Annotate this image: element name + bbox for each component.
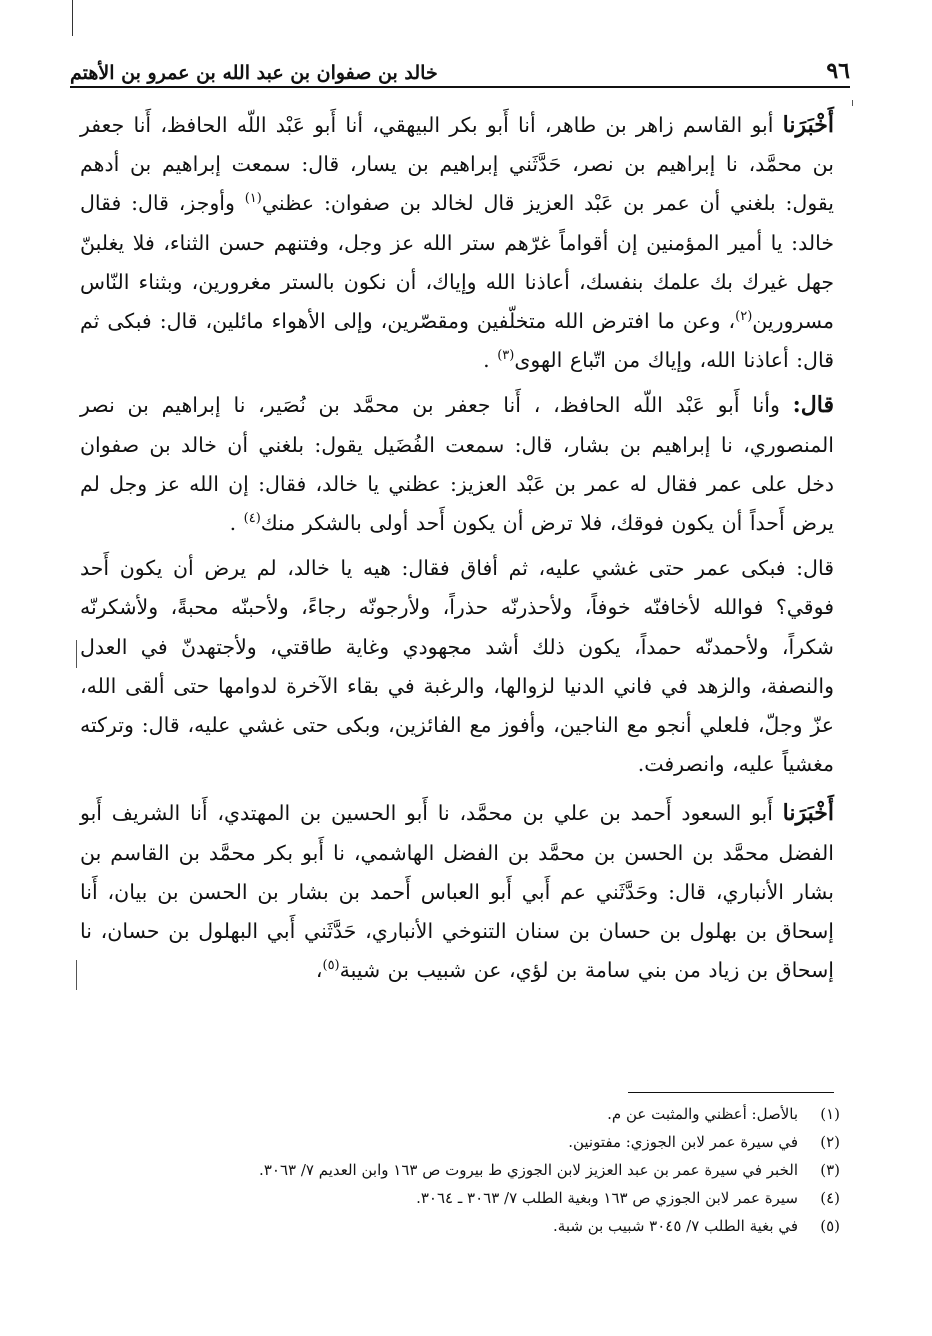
footnote-number: (٢)	[820, 1133, 840, 1151]
scan-margin-line	[72, 0, 73, 36]
footnote-number: (٣)	[820, 1161, 840, 1179]
page-header	[70, 48, 850, 84]
header-rule	[70, 86, 850, 88]
footnotes	[120, 1100, 840, 1240]
footnote	[120, 1212, 840, 1240]
main-text	[80, 106, 834, 990]
footnote-rule	[628, 1092, 834, 1093]
paragraph-text: أَبو السعود أَحمد بن علي بن محمَّد، نا أَبو الحسين بن المهتدي، أَنا الشريف أَبو الفضل محمَّد بن الحسن بن محمَّد بن الفضل الهاشمي، نا أَبو بكر محمَّد بن القاسم بن بشار الأنباري، قال: وحَدَّثَني عم أَبي أَبو العباس أَحمد بن بشار بن الحسن بن بيان، أَنا إسحاق بن بهلول بن حسان بن سنان التنوخي الأنباري، حَدَّثَني أَبي البهلول بن حسان، نا إسحاق بن زياد من بني سامة بن لؤي، عن شبيب بن شيبة	[80, 801, 834, 983]
paragraph-text: وأنا أَبو عَبْد اللّه الحافظ، ، أَنا جعفر بن محمَّد بن نُصَير، نا إبراهيم بن نصر المنصوري، نا إبراهيم بن بشار، قال: سمعت الفُضَيل يقول: بلغني أن خالد بن صفوان دخل على عمر فقال له عمر بن عَبْد العزيز: عظني يا خالد، فقال: إن الله عز وجل لم يرض أَحداً أن يكون فوقك، فلا ترض أن يكون أَحد أولى بالشكر منك	[80, 393, 834, 536]
footnote-number: (١)	[820, 1105, 840, 1123]
footnote	[120, 1184, 840, 1212]
paragraph-text: ، وعن ما افترض الله متخلّفين ومقصّرين، وإلى الأهواء مائلين، قال: فبكى ثم قال: أعاذنا الله، وإياك من اتّباع الهوى	[80, 309, 834, 373]
paragraph-3	[80, 549, 834, 784]
footnote-number: (٤)	[820, 1189, 840, 1207]
footnote-text: بالأصل: أعظني والمثبت عن م.	[607, 1105, 798, 1123]
paragraph-text: قال: فبكى عمر حتى غشي عليه، ثم أفاق فقال: هيه يا خالد، لم يرض أن يكون أَحد فوقي؟ فوالله لأخافنّه خوفاً، ولأحذرنّه حذراً، ولأرجونّه رجاءً، ولأحبنّه محبةً، ولأشكرنّه شكراً، ولأحمدنّه حمداً، يكون ذلك أشد مجهودي وغاية طاقتي، ولأجتهدنّ في العدل والنصفة، والزهد في فاني الدنيا لزوالها، والرغبة في بقاء الآخرة لدوامها حتى ألقى الله، عزّ وجلّ، فلعلي أنجو مع الناجين، وأفوز مع الفائزين، وبكى حتى غشي عليه، قال: وتركته مغشياً عليه، وانصرفت.	[80, 556, 834, 777]
footnote-ref: (٣)	[497, 348, 515, 364]
footnote	[120, 1156, 840, 1184]
paragraph-text: أبو القاسم زاهر بن طاهر، أنا أَبو بكر البيهقي، أنا أَبو عَبْد اللّه الحافظ، أَنا جعفر بن محمَّد، نا إبراهيم بن نصر، حَدَّثَني إبراهيم بن يسار، قال: سمعت إبراهيم بن أدهم يقول: بلغني أن عمر بن عَبْد العزيز قال لخالد بن صفوان: عظني	[80, 113, 834, 216]
running-title: خالد بن صفوان بن عبد الله بن عمرو بن الأهتم	[70, 62, 438, 84]
paragraph-lead: أَخْبَرَنا	[782, 800, 834, 827]
footnote-text: سيرة عمر لابن الجوزي ص ١٦٣ وبغية الطلب ٧/ ٣٠٦٣ ـ ٣٠٦٤.	[416, 1189, 798, 1207]
footnote-text: الخبر في سيرة عمر بن عبد العزيز لابن الجوزي ط بيروت ص ١٦٣ وابن العديم ٧/ ٣٠٦٣.	[259, 1161, 798, 1179]
scan-mark	[852, 100, 853, 106]
paragraph-text: ،	[315, 958, 323, 983]
paragraph-lead: قال:	[792, 392, 834, 419]
paragraph-text: .	[229, 511, 244, 536]
footnote	[120, 1128, 840, 1156]
footnote-ref: (٥)	[322, 958, 340, 974]
page-number: ٩٦	[826, 58, 850, 84]
footnote-ref: (١)	[244, 191, 262, 207]
footnote-ref: (٢)	[735, 309, 753, 325]
paragraph-lead: أَخْبَرَنا	[782, 112, 834, 138]
scan-mark	[76, 960, 77, 990]
scan-mark	[76, 640, 77, 668]
paragraph-text: وأوجز، قال: فقال خالد: يا أمير المؤمنين إن أقواماً غرّهم ستر الله عز وجل، وفتنهم حسن الثناء، فلا يغلبنّ جهل غيرك بك علمك بنفسك، أعاذنا الله وإياك، أن نكون بالستر مغرورين، وبثناء النّاس مسرورين	[80, 191, 834, 334]
paragraph-text: .	[483, 348, 498, 373]
footnote	[120, 1100, 840, 1128]
paragraph-4	[80, 794, 834, 990]
paragraph-2	[80, 386, 834, 543]
footnote-text: في سيرة عمر لابن الجوزي: مفتونين.	[568, 1133, 798, 1151]
footnote-number: (٥)	[820, 1217, 840, 1235]
footnote-ref: (٤)	[243, 511, 261, 527]
paragraph-1	[80, 106, 834, 380]
footnote-text: في بغية الطلب ٧/ ٣٠٤٥ شبيب بن شبة.	[553, 1217, 798, 1235]
